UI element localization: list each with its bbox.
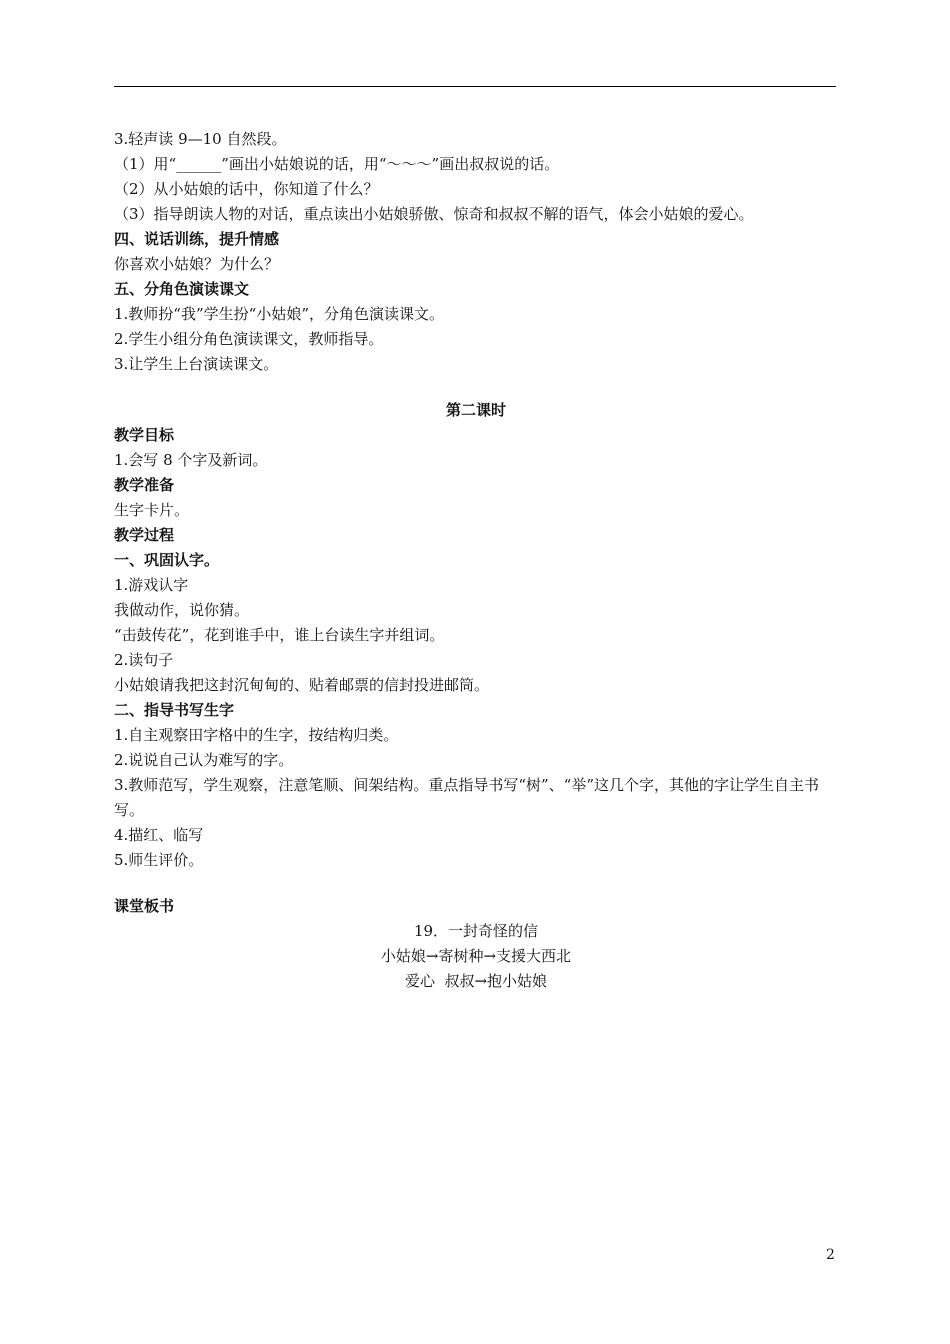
section4-text: 你喜欢小姑娘？为什么？ bbox=[114, 255, 280, 273]
board-heading: 课堂板书 bbox=[114, 897, 175, 915]
lesson2-title: 第二课时 bbox=[445, 401, 506, 419]
section5-item-2: 2.学生小组分角色演读课文，教师指导。 bbox=[114, 330, 384, 348]
section1-sub-1: （1）用“______”画出小姑娘说的话，用“～～～”画出叔叔说的话。 bbox=[114, 155, 560, 173]
part1-line-3: “击鼓传花”，花到谁手中，谁上台读生字并组词。 bbox=[114, 626, 445, 644]
section1-sub-2: （2）从小姑娘的话中，你知道了什么？ bbox=[114, 180, 379, 198]
board-line-2: 爱心 叔叔→抱小姑娘 bbox=[404, 972, 548, 990]
part2-line-4: 4.描红、临写 bbox=[114, 826, 204, 844]
part2-line-3: 3.教师范写，学生观察，注意笔顺、间架结构。重点指导书写“树”、“举”这几个字，其他的字让学生自主书写。 bbox=[114, 776, 819, 819]
section5-item-1: 1.教师扮“我”学生扮“小姑娘”，分角色演读课文。 bbox=[114, 305, 444, 323]
part1-line-1: 1.游戏认字 bbox=[114, 576, 189, 594]
goal-text: 1.会写 8 个字及新词。 bbox=[114, 451, 268, 469]
part2-heading: 二、指导书写生字 bbox=[114, 701, 235, 719]
prep-text: 生字卡片。 bbox=[114, 501, 190, 519]
process-heading: 教学过程 bbox=[114, 526, 175, 544]
page-number: 2 bbox=[826, 1247, 835, 1263]
part2-line-2: 2.说说自己认为难写的字。 bbox=[114, 751, 294, 769]
part1-line-5: 小姑娘请我把这封沉甸甸的、贴着邮票的信封投进邮筒。 bbox=[114, 676, 490, 694]
prep-heading: 教学准备 bbox=[114, 476, 175, 494]
goal-heading: 教学目标 bbox=[114, 426, 175, 444]
header-rule bbox=[114, 86, 836, 87]
board-title: 19．一封奇怪的信 bbox=[413, 922, 539, 940]
section5-item-3: 3.让学生上台演读课文。 bbox=[114, 355, 279, 373]
section1-sub-3: （3）指导朗读人物的对话，重点读出小姑娘骄傲、惊奇和叔叔不解的语气，体会小姑娘的爱心。 bbox=[114, 205, 754, 223]
part1-heading: 一、巩固认字。 bbox=[114, 551, 220, 569]
part1-line-4: 2.读句子 bbox=[114, 651, 174, 669]
part1-line-2: 我做动作，说你猜。 bbox=[114, 601, 250, 619]
section5-heading: 五、分角色演读课文 bbox=[114, 280, 250, 298]
section1-item3: 3.轻声读 9—10 自然段。 bbox=[114, 130, 287, 148]
section4-heading: 四、说话训练，提升情感 bbox=[114, 230, 280, 248]
part2-line-1: 1.自主观察田字格中的生字，按结构归类。 bbox=[114, 726, 399, 744]
document-body bbox=[114, 127, 838, 994]
board-line-1: 小姑娘→寄树种→支援大西北 bbox=[380, 947, 572, 965]
part2-line-5: 5.师生评价。 bbox=[114, 851, 204, 869]
